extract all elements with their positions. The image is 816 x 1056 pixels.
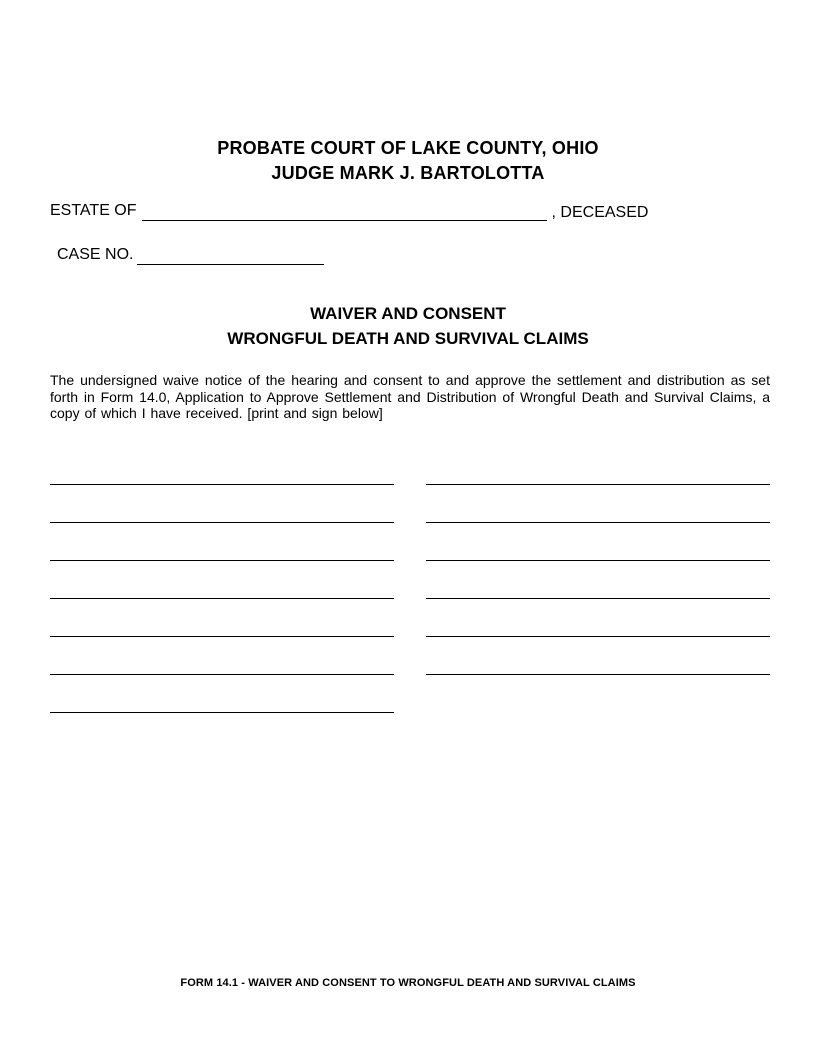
signature-line[interactable]: [50, 637, 394, 675]
court-header: [0, 0, 816, 186]
case-number-row: [57, 245, 770, 265]
signature-line[interactable]: [426, 523, 770, 561]
form-title-line2: WRONGFUL DEATH AND SURVIVAL CLAIMS: [227, 329, 589, 348]
estate-of-row: [50, 201, 770, 221]
form-footer: FORM 14.1 - WAIVER AND CONSENT TO WRONGFUL DEATH AND SURVIVAL CLAIMS: [180, 977, 636, 989]
signature-line[interactable]: [50, 675, 394, 713]
signature-line[interactable]: [426, 485, 770, 523]
form-title-line1: WAIVER AND CONSENT: [310, 304, 506, 323]
signature-line[interactable]: [50, 561, 394, 599]
estate-of-label: ESTATE OF: [50, 202, 137, 219]
case-number-field[interactable]: [137, 251, 324, 265]
waiver-paragraph: The undersigned waive notice of the hearing and consent to and approve the settlement and distribution as set forth in Form 14.0, Application to Approve Settlement and Distribution of Wrongful Death and Survival Claims, a copy of which I have received. [print and sign below]: [50, 372, 770, 421]
deceased-suffix: , DECEASED: [551, 204, 649, 221]
signature-line[interactable]: [50, 523, 394, 561]
signature-column-left: [50, 447, 394, 713]
signature-line[interactable]: [50, 599, 394, 637]
signature-line[interactable]: [426, 561, 770, 599]
court-name: PROBATE COURT OF LAKE COUNTY, OHIO: [217, 138, 599, 158]
form-title: [0, 301, 816, 351]
estate-name-field[interactable]: [142, 203, 547, 221]
signature-line[interactable]: [50, 447, 394, 485]
signature-line[interactable]: [426, 447, 770, 485]
signature-line[interactable]: [50, 485, 394, 523]
signature-line[interactable]: [426, 637, 770, 675]
case-number-label: CASE NO.: [57, 246, 134, 263]
signature-line[interactable]: [426, 599, 770, 637]
signature-area: [50, 447, 770, 713]
signature-column-right: [426, 447, 770, 713]
judge-name: JUDGE MARK J. BARTOLOTTA: [271, 163, 545, 183]
